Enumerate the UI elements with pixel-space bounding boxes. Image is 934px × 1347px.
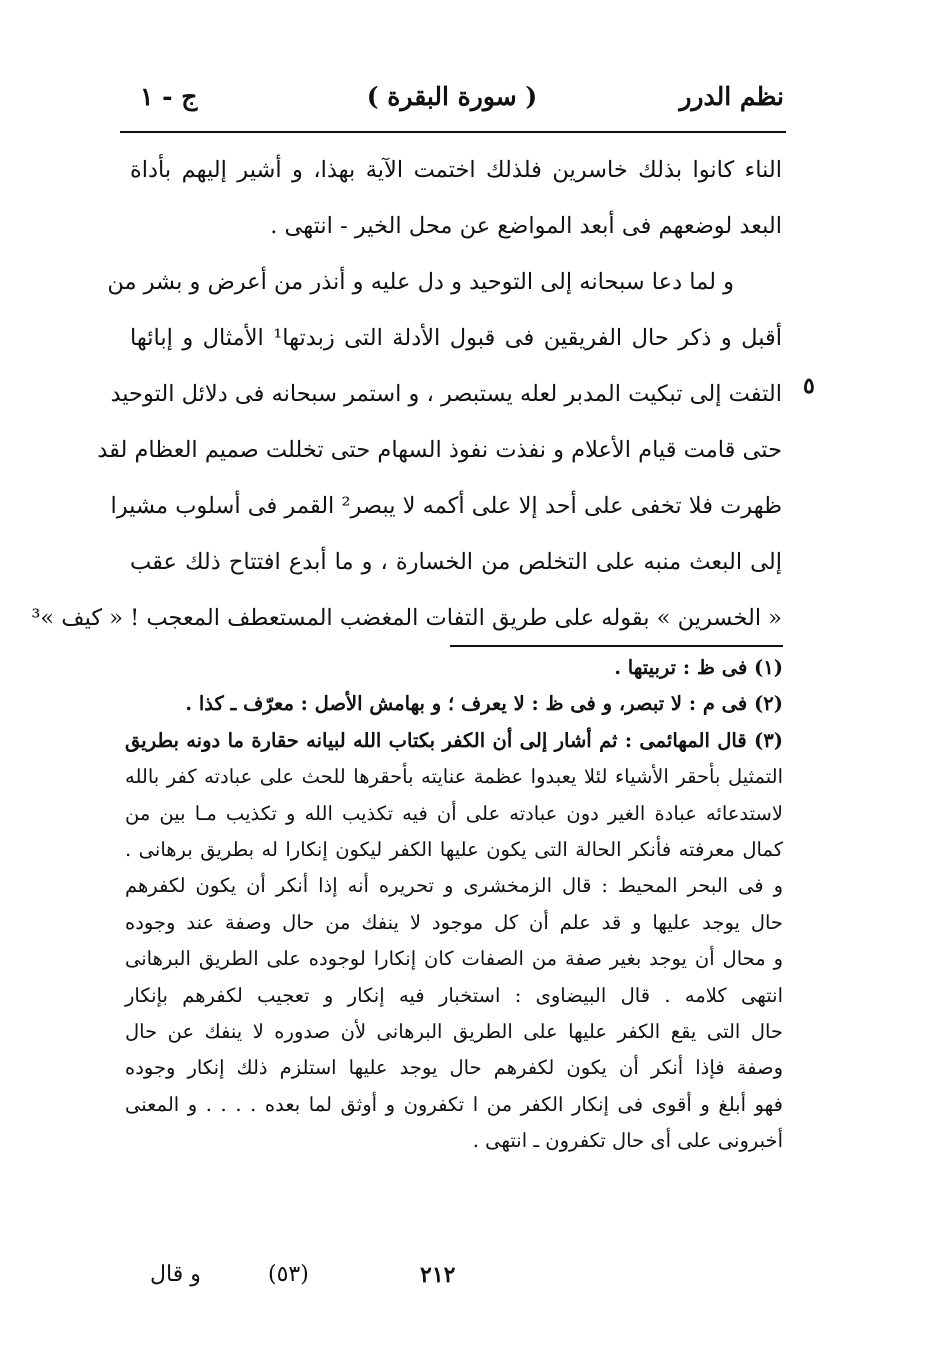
volume-label: ج - ١: [140, 82, 198, 111]
catchword: و قال: [150, 1262, 201, 1287]
main-text-line: الناء كانوا بذلك خاسرين فلذلك اختمت الآية بهذا، و أشير إليهم بأداة: [130, 157, 782, 183]
page-footer: [120, 1262, 784, 1302]
main-text-line: البعد لوضعهم فى أبعد المواضع عن محل الخير - انتهى .: [270, 213, 782, 239]
footnote-line: لاستدعائه عبادة الغير دون عبادته على أن فيه تكذيب الله و تكذيب مـا بين من: [125, 801, 783, 825]
footnote-line: حال التى يقع الكفر عليها على الطريق البرهانى لأن صدوره لا ينفك عن حال: [125, 1019, 783, 1043]
main-text-line: ظهرت فلا تخفى على أحد إلا على أكمه لا يبصر² القمر فى أسلوب مشيرا: [110, 493, 782, 519]
footnotes: [125, 650, 783, 1159]
main-text-line: « الخسرين » بقوله على طريق التفات المغضب المستعطف المعجب ! « كيف »³: [31, 605, 782, 631]
footnote-rule: [450, 645, 783, 647]
main-text-line: حتى قامت قيام الأعلام و نفذت نفوذ السهام حتى تخللت صميم العظام لقد: [97, 437, 782, 463]
footnote-line: فهو أبلغ و أقوى فى إنكار الكفر من ا تكفرون و أوثق لما بعده . . . . و المعنى: [125, 1092, 783, 1116]
book-title: نظم الدرر: [679, 82, 784, 111]
footnote-line: (٣) قال المهائمى : ثم أشار إلى أن الكفر بكتاب الله لبيانه حقارة ما دونه بطريق: [125, 728, 783, 752]
surah-title: ( سورة البقرة ): [366, 82, 538, 111]
footnote-line: أخبرونى على أى حال تكفرون ـ انتهى .: [472, 1129, 783, 1153]
footnote-line: (١) فى ظ : تربيتها .: [614, 656, 783, 679]
main-text-line: التفت إلى تبكيت المدبر لعله يستبصر ، و استمر سبحانه فى دلائل التوحيد: [110, 381, 782, 407]
main-text-line: و لما دعا سبحانه إلى التوحيد و دل عليه و أنذر من أعرض و بشر من: [107, 269, 734, 295]
header-rule: [120, 131, 786, 133]
footnote-line: كمال معرفته فأنكر الحالة التى يكون عليها الكفر ليكون إنكارا له بطريق برهانى .: [125, 837, 783, 861]
main-text-line: إلى البعث منبه على التخلص من الخسارة ، و ما أبدع افتتاح ذلك عقب: [130, 549, 782, 575]
main-text-line: أقبل و ذكر حال الفريقين فى قبول الأدلة التى زبدتها¹ الأمثال و إبائها: [130, 325, 782, 351]
footnote-line: و محال أن يوجد بغير صفة من الصفات كان إنكارا لوجوده على الطريق البرهانى: [125, 947, 783, 971]
running-header: [120, 82, 784, 126]
page-number: ٢١٢: [420, 1262, 456, 1288]
signature-mark: (٥٣): [268, 1262, 309, 1287]
footnote-line: (٢) فى م : لا تبصر، و فى ظ : لا يعرف ؛ و بهامش الأصل : معرّف ـ كذا .: [185, 692, 783, 716]
footnote-line: حال يوجد عليها و قد علم أن كل موجود لا ينفك من حال وصفة عند وجوده: [125, 910, 783, 934]
footnote-line: انتهى كلامه . قال البيضاوى : استخبار فيه إنكار و تعجيب لكفرهم بإنكار: [125, 983, 783, 1007]
footnote-line: التمثيل بأحقر الأشياء لئلا يعبدوا عظمة عنايته بأحقرها للحث على عبادته كفر بالله: [125, 765, 783, 789]
footnote-line: و فى البحر المحيط : قال الزمخشرى و تحريره أنه إذا أنكر أن يكون لكفرهم: [125, 874, 783, 898]
main-text: [31, 142, 782, 646]
footnote-line: وصفة فإذا أنكر أن يكون لكفرهم حال يوجد عليها استلزم ذلك إنكار وجوده: [125, 1056, 783, 1080]
line-number-marker: ٥: [803, 373, 815, 399]
